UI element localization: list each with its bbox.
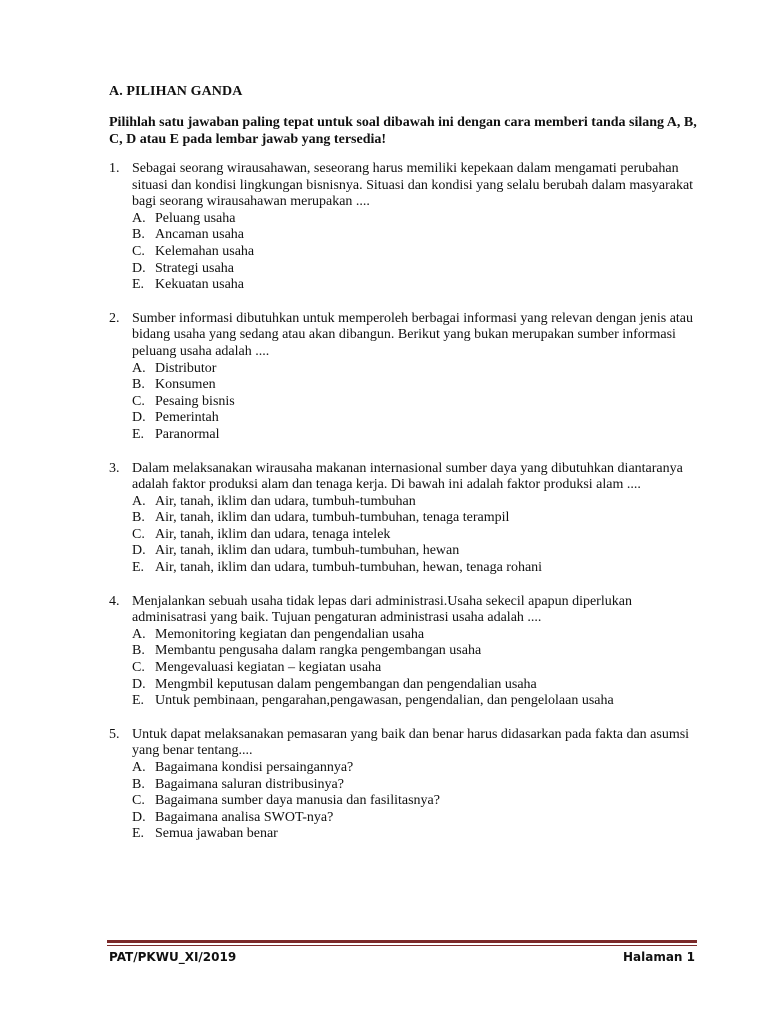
option-letter: E. — [132, 277, 145, 293]
option-list — [132, 211, 709, 294]
option-text: Ancaman usaha — [155, 227, 245, 243]
option-text: Paranormal — [155, 426, 220, 442]
question-3 — [109, 461, 709, 577]
footer-page-number: Halaman 1 — [622, 950, 695, 964]
option-text: Konsumen — [155, 377, 216, 393]
option-e — [132, 560, 709, 577]
section-title: A. PILIHAN GANDA — [109, 84, 243, 99]
option-text: Strategi usaha — [155, 260, 234, 276]
question-text: Sumber informasi dibutuhkan untuk memperoleh berbagai informasi yang relevan dengan jenis atau bidang usaha yang sedang atau akan dibangun. Berikut yang bukan merupakan sumber informasi peluang usaha adalah .... — [132, 310, 694, 359]
option-text: Mengevaluasi kegiatan – kegiatan usaha — [155, 660, 382, 676]
option-text: Bagaimana kondisi persaingannya? — [155, 760, 354, 775]
question-number: 4. — [109, 593, 120, 609]
question-number: 2. — [109, 310, 120, 326]
option-d — [132, 410, 709, 427]
option-text: Air, tanah, iklim dan udara, tumbuh-tumbuhan — [155, 493, 416, 509]
option-list — [132, 627, 709, 710]
option-list — [132, 494, 709, 577]
option-e — [132, 277, 709, 294]
question-text: Menjalankan sebuah usaha tidak lepas dari administrasi.Usaha sekecil apapun diperlukan adminisatrasi yang baik. Tujuan pengaturan administrasi usaha adalah .... — [132, 593, 632, 626]
footer-document-code: PAT/PKWU_XI/2019 — [109, 950, 237, 964]
option-text: Mengmbil keputusan dalam pengembangan dan pengendalian usaha — [155, 676, 537, 692]
option-letter: E. — [132, 560, 145, 576]
option-letter: D. — [132, 809, 146, 825]
option-a — [132, 494, 709, 511]
option-d — [132, 261, 709, 278]
option-letter: E. — [132, 426, 145, 442]
question-text: Sebagai seorang wirausahawan, seseorang harus memiliki kepekaan dalam mengamati perubahan situasi dan kondisi lingkungan bisnisnya. Situasi dan kondisi yang selalu berubah dalam masyarakat bagi seorang wirausahawan merupakan .... — [132, 161, 694, 210]
option-text: Bagaimana sumber daya manusia dan fasilitasnya? — [155, 793, 440, 809]
option-letter: C. — [132, 393, 145, 409]
option-b — [132, 510, 709, 527]
option-text: Peluang usaha — [155, 210, 236, 226]
option-letter: A. — [132, 760, 146, 775]
option-b — [132, 777, 709, 794]
question-list — [109, 161, 709, 860]
option-letter: A. — [132, 360, 146, 376]
option-c — [132, 527, 709, 544]
option-letter: E. — [132, 693, 145, 709]
question-number: 5. — [109, 726, 120, 742]
option-text: Kekuatan usaha — [155, 277, 245, 293]
option-c — [132, 244, 709, 261]
option-text: Air, tanah, iklim dan udara, tumbuh-tumbuhan, tenaga terampil — [155, 510, 510, 526]
option-letter: A. — [132, 626, 146, 642]
option-text: Air, tanah, iklim dan udara, tenaga intelek — [155, 526, 391, 542]
option-text: Bagaimana saluran distribusinya? — [155, 776, 344, 792]
question-text: Dalam melaksanakan wirausaha makanan internasional sumber daya yang dibutuhkan diantaranya adalah faktor produksi alam dan tenaga kerja. Di bawah ini adalah faktor produksi alam .... — [132, 460, 683, 493]
footer-divider-thin — [107, 945, 697, 946]
option-text: Memonitoring kegiatan dan pengendalian usaha — [155, 626, 425, 642]
option-letter: A. — [132, 493, 146, 509]
option-text: Air, tanah, iklim dan udara, tumbuh-tumbuhan, hewan, tenaga rohani — [155, 560, 543, 576]
option-letter: B. — [132, 377, 145, 393]
option-text: Bagaimana analisa SWOT-nya? — [155, 809, 334, 825]
option-a — [132, 627, 709, 644]
option-letter: C. — [132, 526, 145, 542]
option-b — [132, 377, 709, 394]
question-number: 3. — [109, 460, 120, 476]
option-text: Kelemahan usaha — [155, 243, 255, 259]
option-letter: D. — [132, 676, 146, 692]
option-b — [132, 227, 709, 244]
option-letter: E. — [132, 826, 145, 842]
option-e — [132, 826, 709, 843]
option-c — [132, 394, 709, 411]
option-letter: A. — [132, 210, 146, 226]
option-letter: B. — [132, 643, 145, 659]
option-c — [132, 793, 709, 810]
question-4 — [109, 594, 709, 710]
instruction-text: Pilihlah satu jawaban paling tepat untuk soal dibawah ini dengan cara memberi tanda silang A, B, C, D atau E pada lembar jawab yang tersedia! — [109, 115, 697, 147]
option-letter: B. — [132, 776, 145, 792]
option-letter: B. — [132, 510, 145, 526]
option-letter: C. — [132, 793, 145, 809]
option-letter: D. — [132, 410, 146, 426]
option-text: Pemerintah — [155, 410, 219, 426]
option-e — [132, 427, 709, 444]
option-list — [132, 361, 709, 444]
option-text: Membantu pengusaha dalam rangka pengembangan usaha — [155, 643, 482, 659]
question-1 — [109, 161, 709, 294]
option-d — [132, 677, 709, 694]
question-number: 1. — [109, 161, 120, 176]
option-letter: C. — [132, 243, 145, 259]
question-5 — [109, 727, 709, 843]
footer-divider — [107, 940, 697, 943]
option-d — [132, 810, 709, 827]
option-a — [132, 211, 709, 228]
question-2 — [109, 311, 709, 444]
option-text: Air, tanah, iklim dan udara, tumbuh-tumbuhan, hewan — [155, 543, 460, 559]
option-text: Distributor — [155, 360, 217, 376]
option-a — [132, 760, 709, 777]
option-b — [132, 643, 709, 660]
option-text: Untuk pembinaan, pengarahan,pengawasan, pengendalian, dan pengelolaan usaha — [155, 693, 614, 709]
option-letter: C. — [132, 660, 145, 676]
question-text: Untuk dapat melaksanakan pemasaran yang baik dan benar harus didasarkan pada fakta dan asumsi yang benar tentang.... — [132, 726, 690, 759]
option-e — [132, 693, 709, 710]
option-letter: D. — [132, 543, 146, 559]
option-list — [132, 760, 709, 843]
option-text: Pesaing bisnis — [155, 393, 235, 409]
option-text: Semua jawaban benar — [155, 826, 278, 842]
option-letter: D. — [132, 260, 146, 276]
option-c — [132, 660, 709, 677]
option-d — [132, 543, 709, 560]
option-a — [132, 361, 709, 378]
option-letter: B. — [132, 227, 145, 243]
